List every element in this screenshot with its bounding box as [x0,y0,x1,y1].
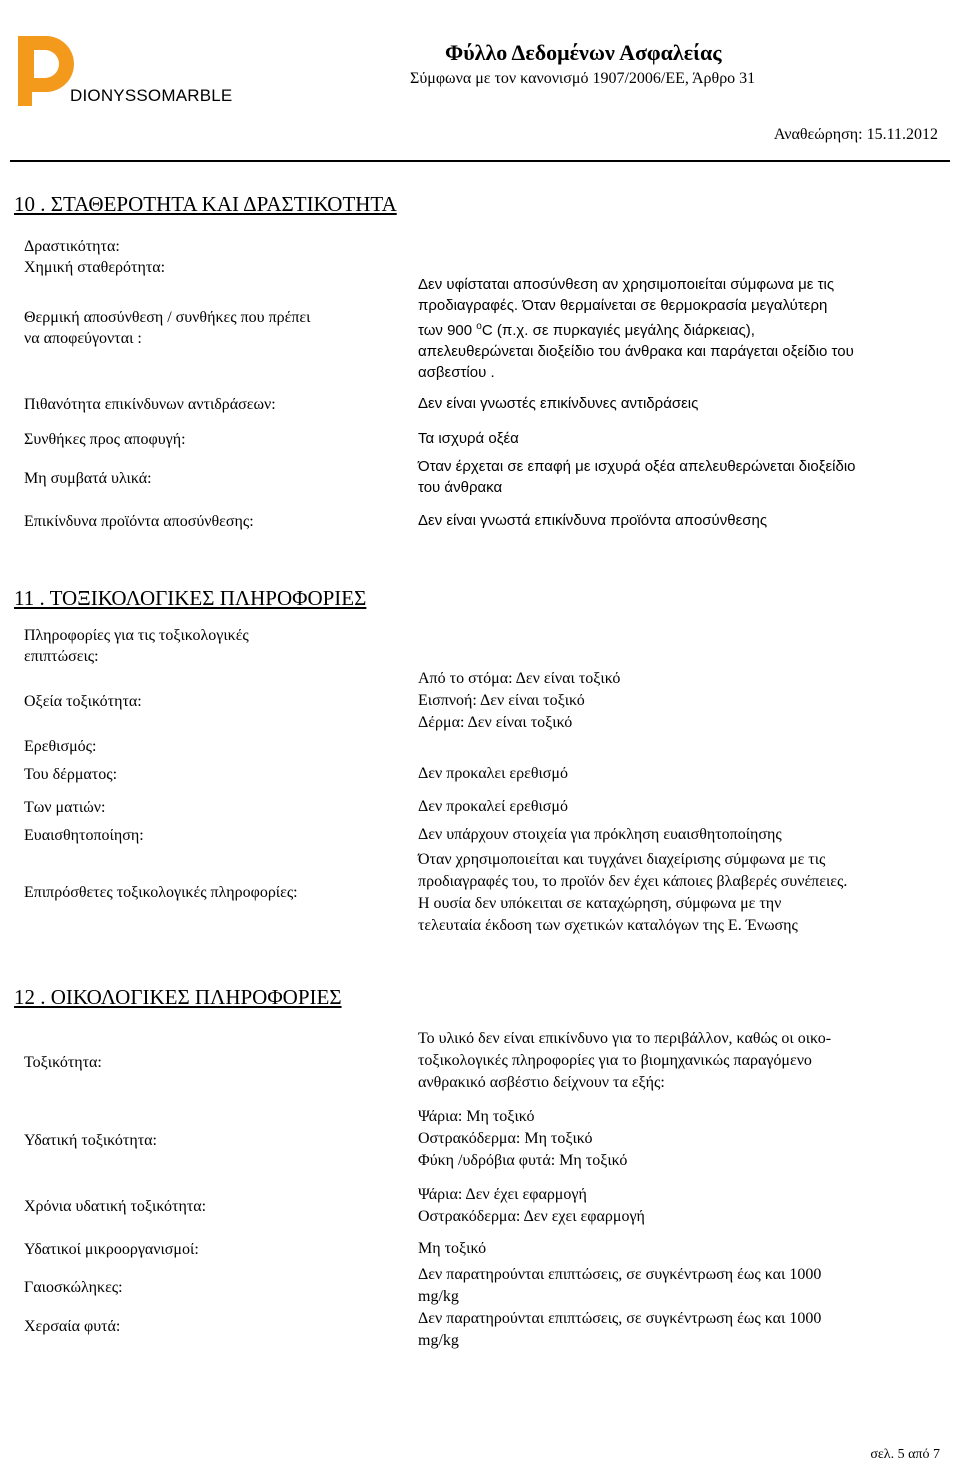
earthworms-value-line-2: mg/kg [418,1288,459,1305]
thermal-decomposition-label [24,307,310,349]
ecotox-value-line-3: ανθρακικό ασβέστιο δείχνουν τα εξής: [418,1074,665,1091]
eye-irritation-value: Δεν προκαλεί ερεθισμό [418,798,568,815]
header-divider [10,160,950,162]
microorganisms-value: Μη τοξικό [418,1240,487,1257]
earthworms-label: Γαιοσκώληκες: [24,1279,123,1296]
chronic-aquatic-value [418,1184,948,1228]
chronic-crustacea-value: Οστρακόδερμα: Δεν εχει εφαρμογή [418,1208,645,1225]
conditions-to-avoid-label: Συνθήκες προς αποφυγή: [24,431,186,448]
chronic-fish-value: Ψάρια: Δεν έχει εφαρμογή [418,1186,587,1203]
terrestrial-plants-value [418,1308,948,1352]
document-subtitle: Σύμφωνα με τον κανονισμό 1907/2006/ΕΕ, Άρθρο 31 [410,70,756,87]
tox-info-label-line-1: Πληροφορίες για τις τοξικολογικές [24,627,249,644]
aquatic-crustacea-value: Οστρακόδερμα: Μη τοξικό [418,1130,593,1147]
aquatic-fish-value: Ψάρια: Μη τοξικό [418,1108,535,1125]
ecotoxicity-label: Τοξικότητα: [24,1054,102,1071]
toxicological-info-label [24,625,249,667]
section-10-title: 10 . ΣΤΑΘΕΡΟΤΗΤΑ ΚΑΙ ΔΡΑΣΤΙΚΟΤΗΤΑ [14,192,397,216]
acute-toxicity-value [418,668,948,734]
irritation-label: Ερεθισμός: [24,738,97,755]
document-title: Φύλλο Δεδομένων Ασφαλείας [445,40,722,65]
thermal-label-line-1: Θερμική αποσύνθεση / συνθήκες που πρέπει [24,309,311,326]
thermal-value-line-4: απελευθερώνεται διοξείδιο του άνθρακα και παράγεται οξείδιο του [418,343,854,360]
sensitization-value: Δεν υπάρχουν στοιχεία για πρόκληση ευαισθητοποίησης [418,826,782,843]
ecotox-value-line-2: τοξικολογικές πληροφορίες για το βιομηχανικώς παραγόμενο [418,1052,812,1069]
microorganisms-label: Υδατικοί μικροοργανισμοί: [24,1241,199,1258]
additional-tox-value [418,849,948,937]
additional-value-line-1: Όταν χρησιμοποιείται και τυγχάνει διαχείρισης σύμφωνα με τις [418,851,826,868]
earthworms-value-line-1: Δεν παρατηρούνται επιπτώσεις, σε συγκέντρωση έως και 1000 [418,1266,822,1283]
sensitization-label: Ευαισθητοποίηση: [24,827,144,844]
aquatic-algae-value: Φύκη /υδρόβια φυτά: Μη τοξικό [418,1152,628,1169]
conditions-to-avoid-value: Τα ισχυρά οξέα [418,430,519,447]
incompatible-materials-value [418,456,948,498]
additional-value-line-4: τελευταία έκδοση των σχετικών καταλόγων της Ε. Ένωσης [418,917,798,934]
skin-irritation-label: Του δέρματος: [24,766,118,783]
aquatic-toxicity-value [418,1106,948,1172]
plants-value-line-1: Δεν παρατηρούνται επιπτώσεις, σε συγκέντρωση έως και 1000 [418,1310,822,1327]
chronic-aquatic-label: Χρόνια υδατική τοξικότητα: [24,1198,207,1215]
incompatible-value-line-2: του άνθρακα [418,479,503,496]
decomposition-products-value: Δεν είναι γνωστά επικίνδυνα προϊόντα αποσύνθεσης [418,512,768,529]
thermal-value-line-3: των 900 $^o$C (π.χ. σε πυρκαγιές μεγάλης διάρκειας), [418,321,755,339]
tox-info-label-line-2: επιπτώσεις: [24,648,99,665]
plants-value-line-2: mg/kg [418,1332,459,1349]
acute-value-inhalation: Εισπνοή: Δεν είναι τοξικό [418,692,585,709]
incompatible-value-line-1: Όταν έρχεται σε επαφή με ισχυρά οξέα απελευθερώνεται διοξείδιο [418,458,856,475]
hazardous-reactions-value: Δεν είναι γνωστές επικίνδυνες αντιδράσεις [418,395,699,412]
thermal-label-line-2: να αποφεύγονται : [24,330,142,347]
acute-value-dermal: Δέρμα: Δεν είναι τοξικό [418,714,573,731]
ecotox-value-line-1: Το υλικό δεν είναι επικίνδυνο για το περιβάλλον, καθώς οι οικο- [418,1030,832,1047]
chemical-stability-label: Χημική σταθερότητα: [24,259,166,276]
ecotoxicity-value [418,1028,948,1094]
thermal-decomposition-value [418,274,948,383]
eye-irritation-label: Των ματιών: [24,799,106,816]
terrestrial-plants-label: Χερσαία φυτά: [24,1318,121,1335]
thermal-value-line-1: Δεν υφίσταται αποσύνθεση αν χρησιμοποιείται σύμφωνα με τις [418,276,835,293]
additional-value-line-3: Η ουσία δεν υπόκειται σε καταχώρηση, σύμφωνα με την [418,895,782,912]
reactivity-label: Δραστικότητα: [24,238,120,255]
hazardous-reactions-label: Πιθανότητα επικίνδυνων αντιδράσεων: [24,396,276,413]
page-number: σελ. 5 από 7 [870,1447,940,1462]
earthworms-value [418,1264,948,1308]
thermal-value-line-2: προδιαγραφές. Όταν θερμαίνεται σε θερμοκρασία μεγαλύτερη [418,297,828,314]
additional-value-line-2: προδιαγραφές του, το προϊόν δεν έχει κάποιες βλαβερές συνέπειες. [418,873,848,890]
acute-value-oral: Από το στόμα: Δεν είναι τοξικό [418,670,621,687]
decomposition-products-label: Επικίνδυνα προϊόντα αποσύνθεσης: [24,513,254,530]
acute-toxicity-label: Οξεία τοξικότητα: [24,693,142,710]
revision-date: Αναθεώρηση: 15.11.2012 [773,126,938,143]
section-12-title: 12 . ΟΙΚΟΛΟΓΙΚΕΣ ΠΛΗΡΟΦΟΡΙΕΣ [14,985,342,1009]
skin-irritation-value: Δεν προκαλει ερεθισμό [418,765,568,782]
thermal-value-line-5: ασβεστίου . [418,364,495,381]
section-11-title: 11 . ΤΟΞΙΚΟΛΟΓΙΚΕΣ ΠΛΗΡΟΦΟΡΙΕΣ [14,586,367,610]
additional-tox-label: Επιπρόσθετες τοξικολογικές πληροφορίες: [24,884,298,901]
incompatible-materials-label: Μη συμβατά υλικά: [24,470,152,487]
aquatic-toxicity-label: Υδατική τοξικότητα: [24,1132,157,1149]
company-name: DIONYSSOMARBLE [70,86,233,105]
